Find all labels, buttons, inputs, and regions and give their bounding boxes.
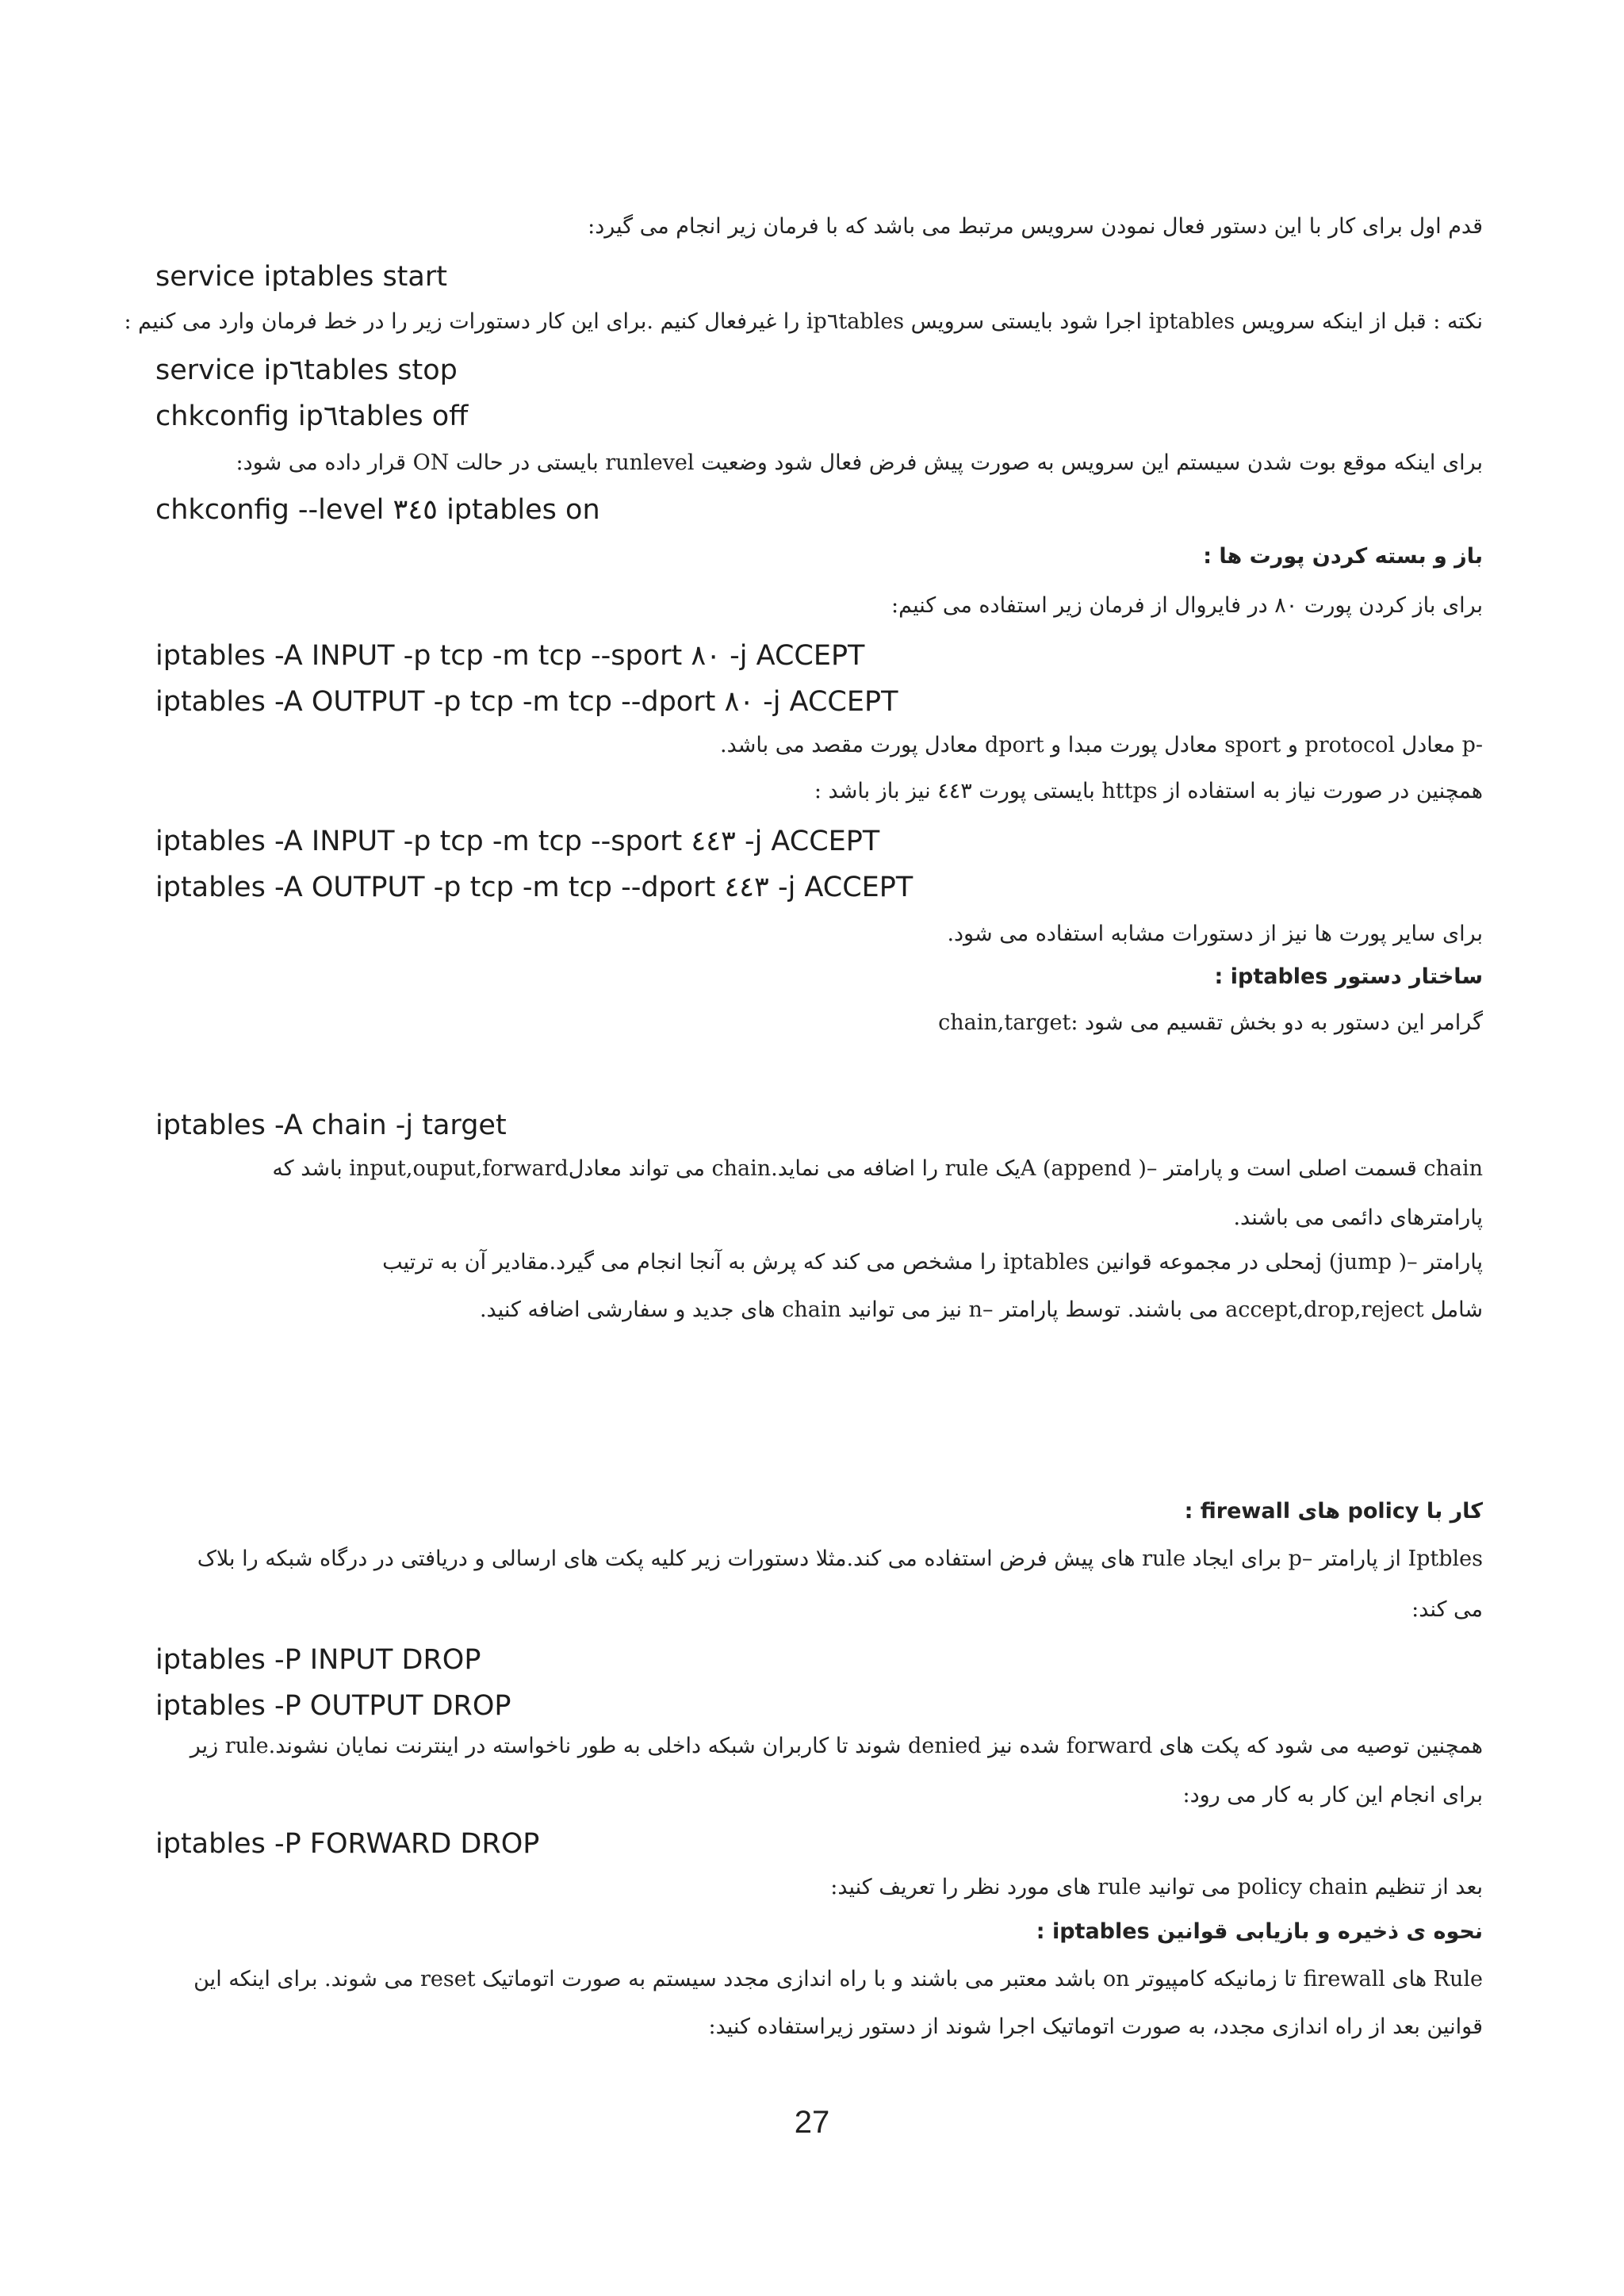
command-line: chkconfig ip٦tables off xyxy=(155,401,469,432)
command-line: iptables -P OUTPUT DROP xyxy=(155,1690,511,1722)
command-line: iptables -A INPUT -p tcp -m tcp --sport ٤٤٣ -j ACCEPT xyxy=(155,826,880,857)
paragraph-line: بعد از تنظیم policy chain می توانید rule های مورد نظر را تعریف کنید: xyxy=(830,1875,1483,1899)
paragraph-line: Iptbles از پارامتر –p برای ایجاد rule های پیش فرض استفاده می کند.مثلا دستورات زیر کلیه پکت های ارسالی و دریافتی در درگاه شبکه را بلاک xyxy=(197,1547,1483,1571)
paragraph-line: قدم اول برای کار با این دستور فعال نمودن سرویس مرتبط می باشد که با فرمان زیر انجام می گیرد: xyxy=(588,214,1483,239)
paragraph-line: پارامترهای دائمی می باشند. xyxy=(1233,1205,1483,1230)
command-line: chkconfig --level ٣٤٥ iptables on xyxy=(155,494,600,526)
section-heading: کار با policy های firewall : xyxy=(1184,1499,1483,1524)
paragraph-line: گرامر این دستور به دو بخش تقسیم می شود :chain,target xyxy=(938,1010,1483,1035)
command-line: service ip٦tables stop xyxy=(155,355,458,386)
paragraph-line: برای انجام این کار به کار می رود: xyxy=(1182,1783,1483,1807)
command-line: iptables -A chain -j target xyxy=(155,1110,507,1141)
command-line: service iptables start xyxy=(155,261,447,293)
paragraph-line: برای اینکه موقع بوت شدن سیستم این سرویس به صورت پیش فرض فعال شود وضعیت runlevel بایستی در حالت ON قرار داده می شود: xyxy=(236,450,1483,475)
section-heading: باز و بسته کردن پورت ها : xyxy=(1203,544,1483,569)
paragraph-line: می کند: xyxy=(1411,1597,1483,1622)
paragraph-line: همچنین توصیه می شود که پکت های forward شده نیز denied شوند تا کاربران شبکه داخلی به طور ناخواسته در اینترنت نمایان نشوند.rule زیر xyxy=(190,1734,1483,1758)
paragraph-line: chain قسمت اصلی است و پارامتر –( append) Aیک rule را اضافه می نماید.chain می تواند معادلinput,ouput,forward باشد که xyxy=(272,1156,1483,1181)
paragraph-line: قوانین بعد از راه اندازی مجدد، به صورت اتوماتیک اجرا شوند از دستور زیراستفاده کنید: xyxy=(708,2014,1483,2039)
command-line: iptables -P INPUT DROP xyxy=(155,1644,481,1676)
paragraph-line: پارامتر –( jump) jمحلی در مجموعه قوانین iptables را مشخص می کند که پرش به آنجا انجام می گیرد.مقادیر آن به ترتیب xyxy=(382,1250,1483,1274)
paragraph-line: شامل accept,drop,reject می باشند. توسط پارامتر –n نیز می توانید chain های جدید و سفارشی اضافه کنید. xyxy=(479,1297,1483,1322)
paragraph-line: برای سایر پورت ها نیز از دستورات مشابه استفاده می شود. xyxy=(947,922,1483,946)
command-line: iptables -A INPUT -p tcp -m tcp --sport ٨٠ -j ACCEPT xyxy=(155,640,865,672)
paragraph-line: نکته : قبل از اینکه سرویس iptables اجرا شود بایستی سرویس ip٦tables را غیرفعال کنیم .برای این کار دستورات زیر را در خط فرمان وارد می کنیم : xyxy=(124,309,1483,334)
command-line: iptables -A OUTPUT -p tcp -m tcp --dport ٨٠ -j ACCEPT xyxy=(155,686,898,718)
command-line: iptables -P FORWARD DROP xyxy=(155,1828,540,1860)
page-number: 27 xyxy=(794,2105,830,2140)
command-line: iptables -A OUTPUT -p tcp -m tcp --dport ٤٤٣ -j ACCEPT xyxy=(155,872,914,903)
paragraph-line: Rule های firewall تا زمانیکه کامپیوتر on باشد معتبر می باشند و با راه اندازی مجدد سیستم به صورت اتوماتیک reset می شوند. برای اینکه این xyxy=(193,1967,1483,1991)
paragraph-line: همچنین در صورت نیاز به استفاده از https بایستی پورت ٤٤٣ نیز باز باشد : xyxy=(814,779,1483,803)
paragraph-line: -p معادل protocol و sport معادل پورت مبدا و dport معادل پورت مقصد می باشد. xyxy=(720,733,1483,757)
paragraph-line: برای باز کردن پورت ٨٠ در فایروال از فرمان زیر استفاده می کنیم: xyxy=(891,593,1483,618)
section-heading: ساختار دستور iptables : xyxy=(1214,964,1483,989)
section-heading: نحوه ی ذخیره و بازیابی قوانین iptables : xyxy=(1036,1919,1483,1944)
